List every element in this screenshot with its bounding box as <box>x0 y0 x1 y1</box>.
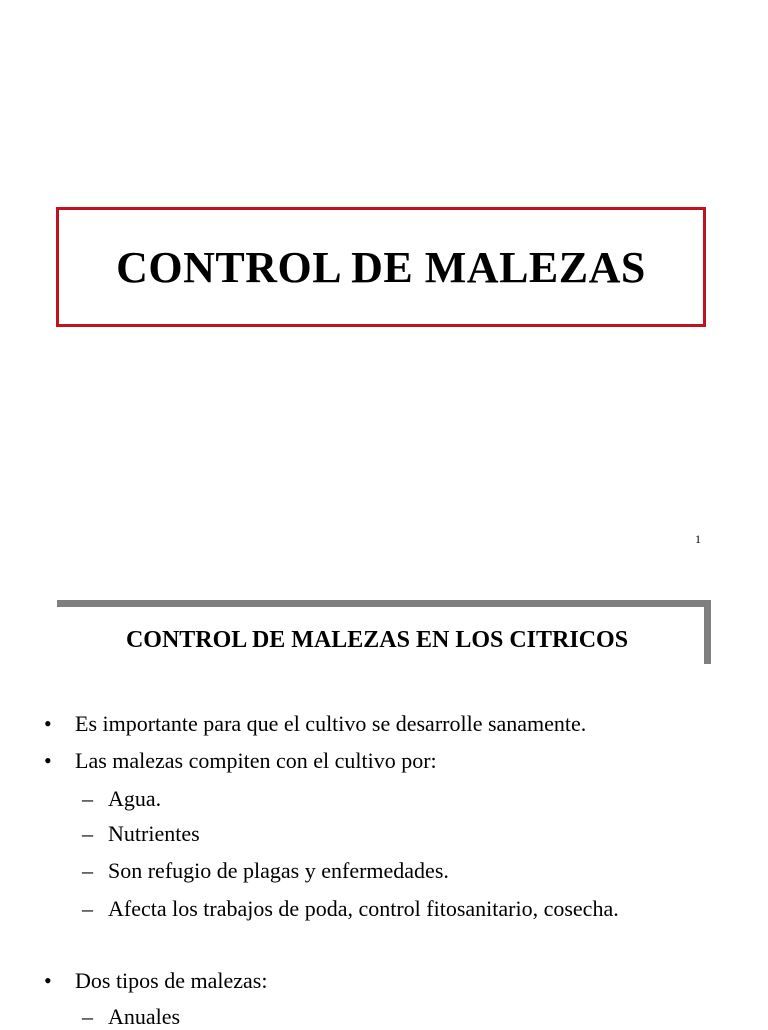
sub-bullet-text: Nutrientes <box>108 821 200 846</box>
sub-bullet-text: Agua. <box>108 786 162 811</box>
sub-bullet-text: Afecta los trabajos de poda, control fitosanitario, cosecha. <box>108 896 619 921</box>
bullet-text: Es importante para que el cultivo se desarrolle sanamente. <box>75 711 587 736</box>
sub-bullet-text: Son refugio de plagas y enfermedades. <box>108 858 449 883</box>
dash-marker: – <box>82 858 93 883</box>
bullet-marker: • <box>44 748 52 773</box>
title-box <box>56 207 706 327</box>
page-number: 1 <box>695 532 701 546</box>
bullet-marker: • <box>44 711 52 736</box>
header-bar-top <box>57 600 711 607</box>
bullet-text: Las malezas compiten con el cultivo por: <box>75 748 437 773</box>
slide-title: CONTROL DE MALEZAS <box>116 242 646 292</box>
dash-marker: – <box>82 786 93 811</box>
dash-marker: – <box>82 1004 93 1029</box>
header-bar-right <box>704 600 711 664</box>
bullet-text: Dos tipos de malezas: <box>75 968 268 993</box>
dash-marker: – <box>82 896 93 921</box>
bullet-marker: • <box>44 968 52 993</box>
slide-heading: CONTROL DE MALEZAS EN LOS CITRICOS <box>125 627 629 653</box>
sub-bullet-text: Anuales <box>108 1004 181 1029</box>
dash-marker: – <box>82 821 93 846</box>
